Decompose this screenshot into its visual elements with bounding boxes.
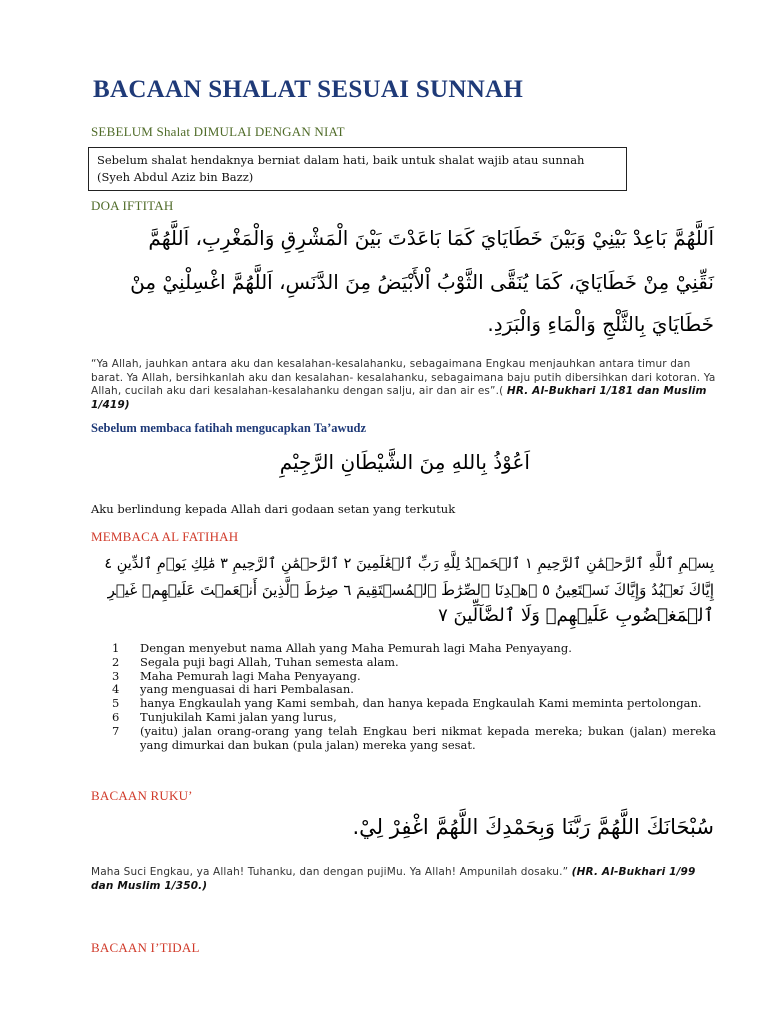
iftitah-arabic-line-2: نَقِّنِيْ مِنْ خَطَايَايَ، كَمَا يُنَقَّى الثَّوْبُ اْلأَبْيَضُ مِنَ الدَّنَسِ، اَللَّهُمَّ اغْسِلْنِيْ مِنْ [130, 270, 714, 294]
verse-number: 5 [112, 696, 120, 711]
niat-heading: SEBELUM Shalat DIMULAI DENGAN NIAT [91, 124, 345, 139]
verse-text: (yaitu) jalan orang-orang yang telah Engkau beri nikmat kepada mereka; bukan (jalan) mereka yang dimurkai dan bukan (pula jalan) mereka yang sesat. [140, 723, 716, 752]
verse-text: Dengan menyebut nama Allah yang Maha Pemurah lagi Maha Penyayang. [140, 641, 572, 655]
fatihah-verse-list [112, 642, 716, 752]
list-item [112, 670, 716, 684]
verse-number: 3 [112, 668, 120, 683]
verse-number: 7 [112, 723, 120, 738]
iftitah-translation [91, 358, 717, 412]
list-item [112, 711, 716, 725]
ruku-translation-text: Maha Suci Engkau, ya Allah! Tuhanku, dan dengan pujiMu. Ya Allah! Ampunilah dosaku.” [91, 866, 569, 878]
iftitah-heading: DOA IFTITAH [91, 198, 174, 213]
verse-text: hanya Engkaulah yang Kami sembah, dan hanya kepada Engkaulah Kami meminta pertolongan. [140, 696, 702, 711]
taawudz-heading: Sebelum membaca fatihah mengucapkan Ta’awudz [91, 421, 367, 435]
verse-number: 2 [112, 654, 120, 669]
iftitah-reference: HR. Al-Bukhari 1/181 dan Muslim 1/419) [91, 385, 707, 411]
taawudz-translation: Aku berlindung kepada Allah dari godaan setan yang terkutuk [91, 502, 456, 516]
list-item [112, 725, 716, 753]
ruku-heading: BACAAN RUKU’ [91, 788, 193, 803]
taawudz-arabic: اَعُوْذُ بِاللهِ مِنَ الشَّيْطَانِ الرَّجِيْمِ [279, 450, 530, 474]
verse-text: Maha Pemurah lagi Maha Penyayang. [140, 668, 361, 683]
iftitah-arabic-line-3: خَطَايَايَ بِالثَّلْجِ وَالْمَاءِ وَالْبَرَدِ. [487, 312, 714, 336]
fatihah-arabic-line-1: بِسۡمِ ٱللَّهِ ٱلرَّحۡمَٰنِ ٱلرَّحِيمِ ١ ٱلۡحَمۡدُ لِلَّهِ رَبِّ ٱلۡعَٰلَمِينَ ٢ ٱلرَّحۡمَٰنِ ٱلرَّحِيمِ ٣ مَٰلِكِ يَوۡمِ ٱلدِّينِ ٤ [104, 556, 714, 572]
ruku-reference: (HR. Al-Bukhari 1/99 dan Muslim 1/350.) [91, 866, 696, 892]
niat-note-box: Sebelum shalat hendaknya berniat dalam hati, baik untuk shalat wajib atau sunnah (Syeh Abdul Aziz bin Bazz) [88, 147, 627, 191]
page-title: BACAAN SHALAT SESUAI SUNNAH [93, 76, 524, 103]
ruku-arabic: سُبْحَانَكَ اللَّهُمَّ رَبَّنَا وَبِحَمْدِكَ اللَّهُمَّ اغْفِرْ لِيْ. [352, 815, 714, 839]
itidal-heading: BACAAN I’TIDAL [91, 940, 200, 955]
verse-number: 6 [112, 709, 120, 724]
fatihah-heading: MEMBACA AL FATIHAH [91, 529, 239, 544]
verse-number: 1 [112, 641, 120, 655]
fatihah-arabic-line-3: ٱلۡمَغۡضُوبِ عَلَيۡهِمۡ وَلَا ٱلضَّآلِّينَ ٧ [438, 605, 714, 626]
list-item [112, 683, 716, 697]
iftitah-arabic-line-1: اَللَّهُمَّ بَاعِدْ بَيْنِيْ وَبَيْنَ خَطَايَايَ كَمَا بَاعَدْتَ بَيْنَ الْمَشْرِقِ وَالْمَغْرِبِ، اَللَّهُمَّ [148, 226, 714, 250]
verse-text: Tunjukilah Kami jalan yang lurus, [140, 709, 337, 724]
list-item [112, 697, 716, 711]
verse-text: Segala puji bagi Allah, Tuhan semesta alam. [140, 654, 399, 669]
fatihah-arabic-line-2: إِيَّاكَ نَعۡبُدُ وَإِيَّاكَ نَسۡتَعِينُ ٥ ٱهۡدِنَا ٱلصِّرَٰطَ ٱلۡمُسۡتَقِيمَ ٦ صِرَٰطَ ٱلَّذِينَ أَنۡعَمۡتَ عَلَيۡهِمۡ غَيۡرِ [107, 581, 714, 599]
verse-number: 4 [112, 682, 120, 697]
list-item [112, 656, 716, 670]
ruku-translation [91, 866, 717, 893]
verse-text: yang menguasai di hari Pembalasan. [140, 682, 354, 697]
iftitah-translation-text: “Ya Allah, jauhkan antara aku dan kesalahan-kesalahanku, sebagaimana Engkau menjauhkan antara timur dan barat. Ya Allah, bersihkanlah aku dan kesalahan- kesalahanku, sebagaimana baju putih dibersihkan dari kotoran. Ya Allah, cucilah aku dari kesalahan-kesalahanku dengan salju, air dan air es”.( [91, 358, 716, 397]
list-item [112, 642, 716, 656]
